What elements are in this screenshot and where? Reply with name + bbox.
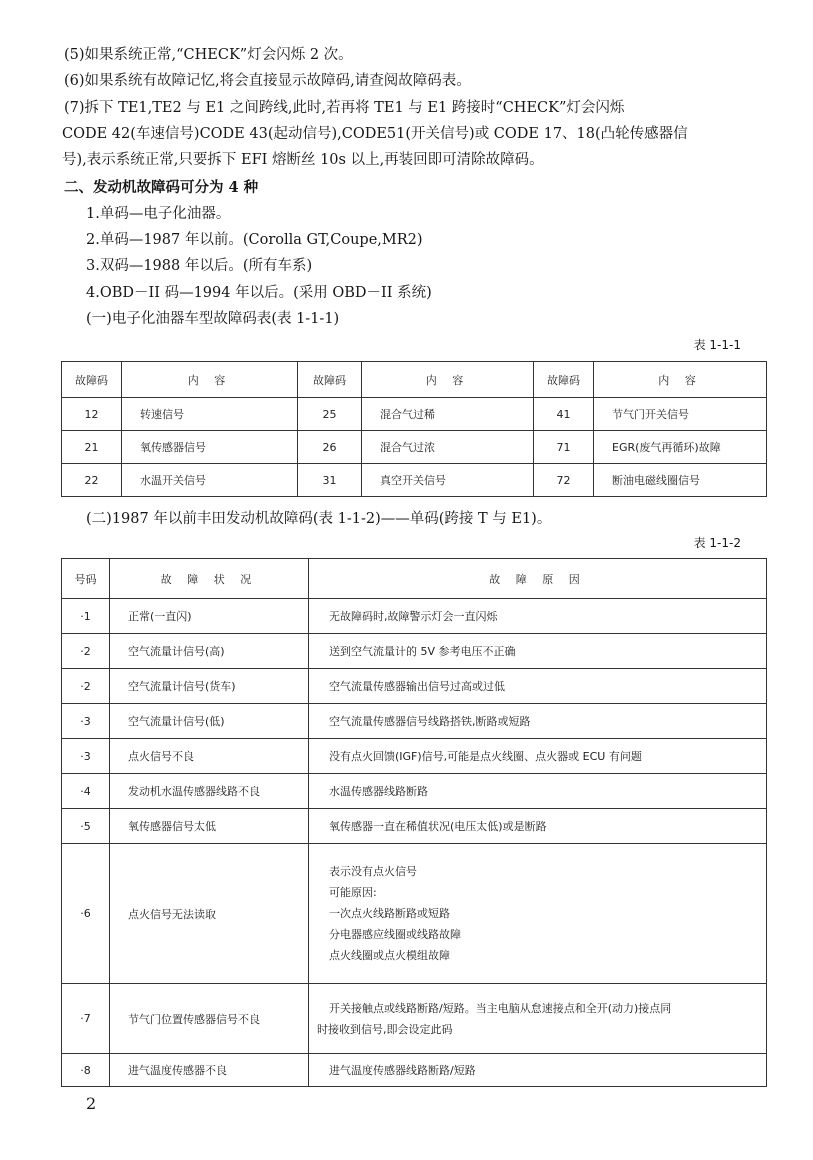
status-cell: 发动机水温传感器线路不良 xyxy=(110,774,309,809)
content-cell: 水温开关信号 xyxy=(122,464,298,497)
content-cell: 混合气过稀 xyxy=(362,398,534,431)
table-row xyxy=(62,844,767,984)
cause-cell xyxy=(309,984,767,1054)
paragraph-3-cont-1: CODE 42(车速信号)CODE 43(起动信号),CODE51(开关信号)或 CODE 17、18(凸轮传感器信 xyxy=(62,126,688,142)
code-cell: ·6 xyxy=(62,844,110,984)
cause-line: 点火线圈或点火模组故障 xyxy=(329,949,450,962)
fault-code-cell: 41 xyxy=(534,398,594,431)
content-cell: 混合气过浓 xyxy=(362,431,534,464)
subsection-heading-1: (一)电子化油器车型故障码表(表 1-1-1) xyxy=(86,311,340,327)
content-cell: 真空开关信号 xyxy=(362,464,534,497)
cause-cell: 空气流量传感器输出信号过高或过低 xyxy=(309,669,767,704)
fault-code-cell: 25 xyxy=(298,398,362,431)
status-cell: 点火信号不良 xyxy=(110,739,309,774)
cause-cell: 空气流量传感器信号线路搭铁,断路或短路 xyxy=(309,704,767,739)
table-row xyxy=(62,599,767,634)
table1-header-row xyxy=(62,362,767,398)
cause-cell: 无故障码时,故障警示灯会一直闪烁 xyxy=(309,599,767,634)
code-cell: ·8 xyxy=(62,1054,110,1087)
fault-code-cell: 71 xyxy=(534,431,594,464)
status-cell: 空气流量计信号(低) xyxy=(110,704,309,739)
table1-header-cell: 故障码 xyxy=(62,362,122,398)
paragraph-2: (6)如果系统有故障记忆,将会直接显示故障码,请查阅故障码表。 xyxy=(64,73,471,89)
list-item-3: 3.双码—1988 年以后。(所有车系) xyxy=(86,258,313,274)
table2-header-cell: 故 障 原 因 xyxy=(309,559,767,599)
code-cell: ·2 xyxy=(62,634,110,669)
cause-cell: 进气温度传感器线路断路/短路 xyxy=(309,1054,767,1087)
table-row xyxy=(62,1054,767,1087)
table-row xyxy=(62,739,767,774)
cause-line: 可能原因: xyxy=(329,886,377,899)
code-cell: ·7 xyxy=(62,984,110,1054)
cause-line: 表示没有点火信号 xyxy=(329,865,417,878)
cause-line: 时接收到信号,即会设定此码 xyxy=(317,1022,453,1036)
table1-header-cell: 故障码 xyxy=(298,362,362,398)
fault-code-cell: 26 xyxy=(298,431,362,464)
content-cell: 断油电磁线圈信号 xyxy=(594,464,767,497)
cause-line: 一次点火线路断路或短路 xyxy=(329,907,450,920)
code-cell: ·3 xyxy=(62,704,110,739)
subsection-heading-2: (二)1987 年以前丰田发动机故障码(表 1-1-2)——单码(跨接 T 与 E1)。 xyxy=(86,511,552,527)
cause-cell xyxy=(309,844,767,984)
table2-header-cell: 号码 xyxy=(62,559,110,599)
section-heading-2: 二、发动机故障码可分为 4 种 xyxy=(64,179,259,196)
paragraph-1: (5)如果系统正常,“CHECK”灯会闪烁 2 次。 xyxy=(64,47,353,63)
status-cell: 氧传感器信号太低 xyxy=(110,809,309,844)
code-cell: ·4 xyxy=(62,774,110,809)
fault-code-cell: 72 xyxy=(534,464,594,497)
table1-header-cell: 内 容 xyxy=(122,362,298,398)
status-cell: 进气温度传感器不良 xyxy=(110,1054,309,1087)
code-cell: ·3 xyxy=(62,739,110,774)
status-cell: 正常(一直闪) xyxy=(110,599,309,634)
fault-code-table-2 xyxy=(61,558,767,1087)
table-row xyxy=(62,774,767,809)
list-item-4: 4.OBD－II 码—1994 年以后。(采用 OBD－II 系统) xyxy=(86,285,432,301)
table1-header-cell: 内 容 xyxy=(362,362,534,398)
paragraph-3-cont-2: 号),表示系统正常,只要拆下 EFI 熔断丝 10s 以上,再装回即可清除故障码。 xyxy=(62,152,544,168)
table2-header-cell: 故 障 状 况 xyxy=(110,559,309,599)
table-row xyxy=(62,398,767,431)
cause-line: 分电器感应线圈或线路故障 xyxy=(329,928,461,941)
fault-code-table-1 xyxy=(61,361,767,497)
table-row xyxy=(62,984,767,1054)
table2-header-row xyxy=(62,559,767,599)
table-row xyxy=(62,634,767,669)
content-cell: 节气门开关信号 xyxy=(594,398,767,431)
page-number: 2 xyxy=(86,1094,97,1113)
fault-code-cell: 31 xyxy=(298,464,362,497)
table2-caption: 表 1-1-2 xyxy=(693,536,741,550)
status-cell: 空气流量计信号(货车) xyxy=(110,669,309,704)
cause-cell: 水温传感器线路断路 xyxy=(309,774,767,809)
table-row xyxy=(62,431,767,464)
content-cell: 氧传感器信号 xyxy=(122,431,298,464)
content-cell: 转速信号 xyxy=(122,398,298,431)
table-row xyxy=(62,464,767,497)
table-row xyxy=(62,669,767,704)
table1-header-cell: 内 容 xyxy=(594,362,767,398)
table1-caption: 表 1-1-1 xyxy=(693,338,741,352)
paragraph-3: (7)拆下 TE1,TE2 与 E1 之间跨线,此时,若再将 TE1 与 E1 跨接时“CHECK”灯会闪烁 xyxy=(64,100,625,116)
status-cell: 节气门位置传感器信号不良 xyxy=(110,984,309,1054)
fault-code-cell: 22 xyxy=(62,464,122,497)
status-cell: 点火信号无法读取 xyxy=(110,844,309,984)
table1-header-cell: 故障码 xyxy=(534,362,594,398)
table-row xyxy=(62,809,767,844)
cause-cell: 送到空气流量计的 5V 参考电压不正确 xyxy=(309,634,767,669)
cause-cell: 氧传感器一直在稀值状况(电压太低)或是断路 xyxy=(309,809,767,844)
content-cell: EGR(废气再循环)故障 xyxy=(594,431,767,464)
list-item-2: 2.单码—1987 年以前。(Corolla GT,Coupe,MR2) xyxy=(86,232,423,248)
cause-line: 开关接触点或线路断路/短路。当主电脑从怠速接点和全开(动力)接点同 xyxy=(329,1001,672,1015)
code-cell: ·5 xyxy=(62,809,110,844)
list-item-1: 1.单码—电子化油器。 xyxy=(86,206,231,222)
table-row xyxy=(62,704,767,739)
fault-code-cell: 21 xyxy=(62,431,122,464)
fault-code-cell: 12 xyxy=(62,398,122,431)
cause-cell: 没有点火回馈(IGF)信号,可能是点火线圈、点火器或 ECU 有问题 xyxy=(309,739,767,774)
code-cell: ·2 xyxy=(62,669,110,704)
status-cell: 空气流量计信号(高) xyxy=(110,634,309,669)
code-cell: ·1 xyxy=(62,599,110,634)
